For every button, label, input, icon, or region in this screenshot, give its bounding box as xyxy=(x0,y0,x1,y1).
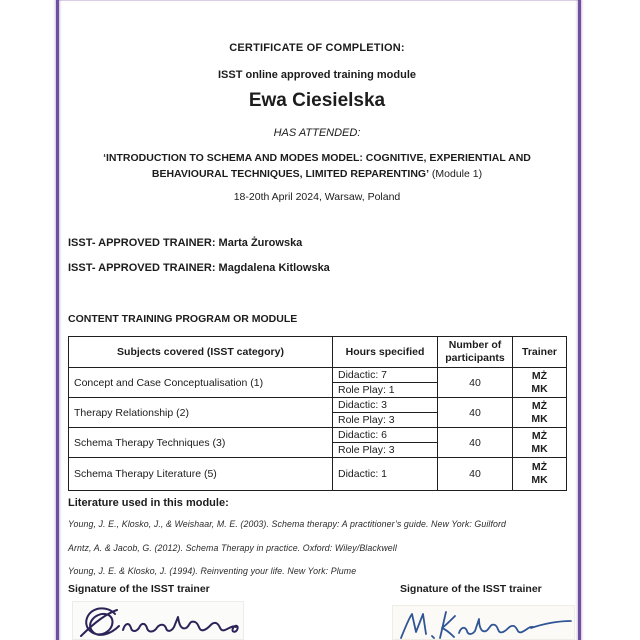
signature-left xyxy=(72,601,244,640)
trainer-initials-2: MK xyxy=(531,382,548,395)
frame-left-border xyxy=(56,0,59,640)
training-program-table xyxy=(68,336,567,491)
literature-reference: Arntz, A. & Jacob, G. (2012). Schema Therapy in practice. Oxford: Wiley/Blackwell xyxy=(68,543,397,553)
table-row xyxy=(69,368,567,383)
participants-cell: 40 xyxy=(438,428,513,458)
hours-roleplay-cell: Role Play: 3 xyxy=(333,413,438,428)
hours-roleplay-cell: Role Play: 1 xyxy=(333,383,438,398)
hours-didactic-cell: Didactic: 6 xyxy=(333,428,438,443)
participants-cell: 40 xyxy=(438,368,513,398)
hours-roleplay-cell: Role Play: 3 xyxy=(333,443,438,458)
frame-top-edge xyxy=(56,0,581,1)
subject-cell: Schema Therapy Techniques (3) xyxy=(69,428,333,458)
signature-right xyxy=(392,605,575,640)
literature-reference: Young, J. E. & Klosko, J. (1994). Reinventing your life. New York: Plume xyxy=(68,566,357,576)
hours-didactic-cell: Didactic: 7 xyxy=(333,368,438,383)
subject-cell: Therapy Relationship (2) xyxy=(69,398,333,428)
participants-cell: 40 xyxy=(438,458,513,491)
course-module-suffix: (Module 1) xyxy=(429,168,483,180)
course-title xyxy=(68,150,566,182)
hours-didactic-cell: Didactic: 3 xyxy=(333,398,438,413)
table-row xyxy=(69,428,567,443)
participants-cell: 40 xyxy=(438,398,513,428)
signature-right-ink xyxy=(393,606,575,640)
signature-left-ink xyxy=(73,602,244,640)
trainer-initials-2: MK xyxy=(531,474,548,486)
certificate-heading: CERTIFICATE OF COMPLETION: xyxy=(229,42,405,54)
recipient-name: Ewa Ciesielska xyxy=(248,90,386,111)
trainer-initials-2: MK xyxy=(531,412,548,425)
trainer-initials-2: MK xyxy=(531,442,548,455)
trainer-initials-1: MŻ xyxy=(531,429,548,442)
header-subjects: Subjects covered (ISST category) xyxy=(69,337,333,368)
subject-cell: Concept and Case Conceptualisation (1) xyxy=(69,368,333,398)
header-hours: Hours specified xyxy=(333,337,438,368)
certificate-subheading: ISST online approved training module xyxy=(217,69,417,81)
trainer-cell xyxy=(513,368,567,398)
signature-label-right: Signature of the ISST trainer xyxy=(400,583,542,595)
trainer-initials-1: MŻ xyxy=(531,461,548,473)
content-training-heading: CONTENT TRAINING PROGRAM OR MODULE xyxy=(68,313,298,325)
trainer-cell xyxy=(513,398,567,428)
trainer-line-1: ISST- APPROVED TRAINER: Marta Żurowska xyxy=(68,237,303,249)
literature-reference: Young, J. E., Klosko, J., & Weishaar, M. E. (2003). Schema therapy: A practitioner’s guide. New York: Guilford xyxy=(68,519,507,529)
hours-didactic-cell: Didactic: 1 xyxy=(333,458,438,491)
trainer-cell xyxy=(513,428,567,458)
date-location: 18-20th April 2024, Warsaw, Poland xyxy=(233,191,401,203)
header-trainer: Trainer xyxy=(513,337,567,368)
trainer-line-2: ISST- APPROVED TRAINER: Magdalena Kitlowska xyxy=(68,262,330,274)
trainer-initials-1: MŻ xyxy=(531,369,548,382)
table-row xyxy=(69,398,567,413)
signature-label-left: Signature of the ISST trainer xyxy=(68,583,210,595)
trainer-cell xyxy=(513,458,567,491)
literature-heading: Literature used in this module: xyxy=(68,497,229,509)
attended-label: HAS ATTENDED: xyxy=(273,127,361,139)
frame-right-border xyxy=(578,0,581,640)
table-header-row xyxy=(69,337,567,368)
table-row xyxy=(69,458,567,491)
course-title-text: ‘INTRODUCTION TO SCHEMA AND MODES MODEL: COGNITIVE, EXPERIENTIAL AND BEHAVIOURAL TECHNIQUES, LIMITED REPARENTING’ xyxy=(103,152,531,180)
trainer-initials-1: MŻ xyxy=(531,399,548,412)
subject-cell: Schema Therapy Literature (5) xyxy=(69,458,333,491)
header-participants: Number of participants xyxy=(438,337,513,368)
